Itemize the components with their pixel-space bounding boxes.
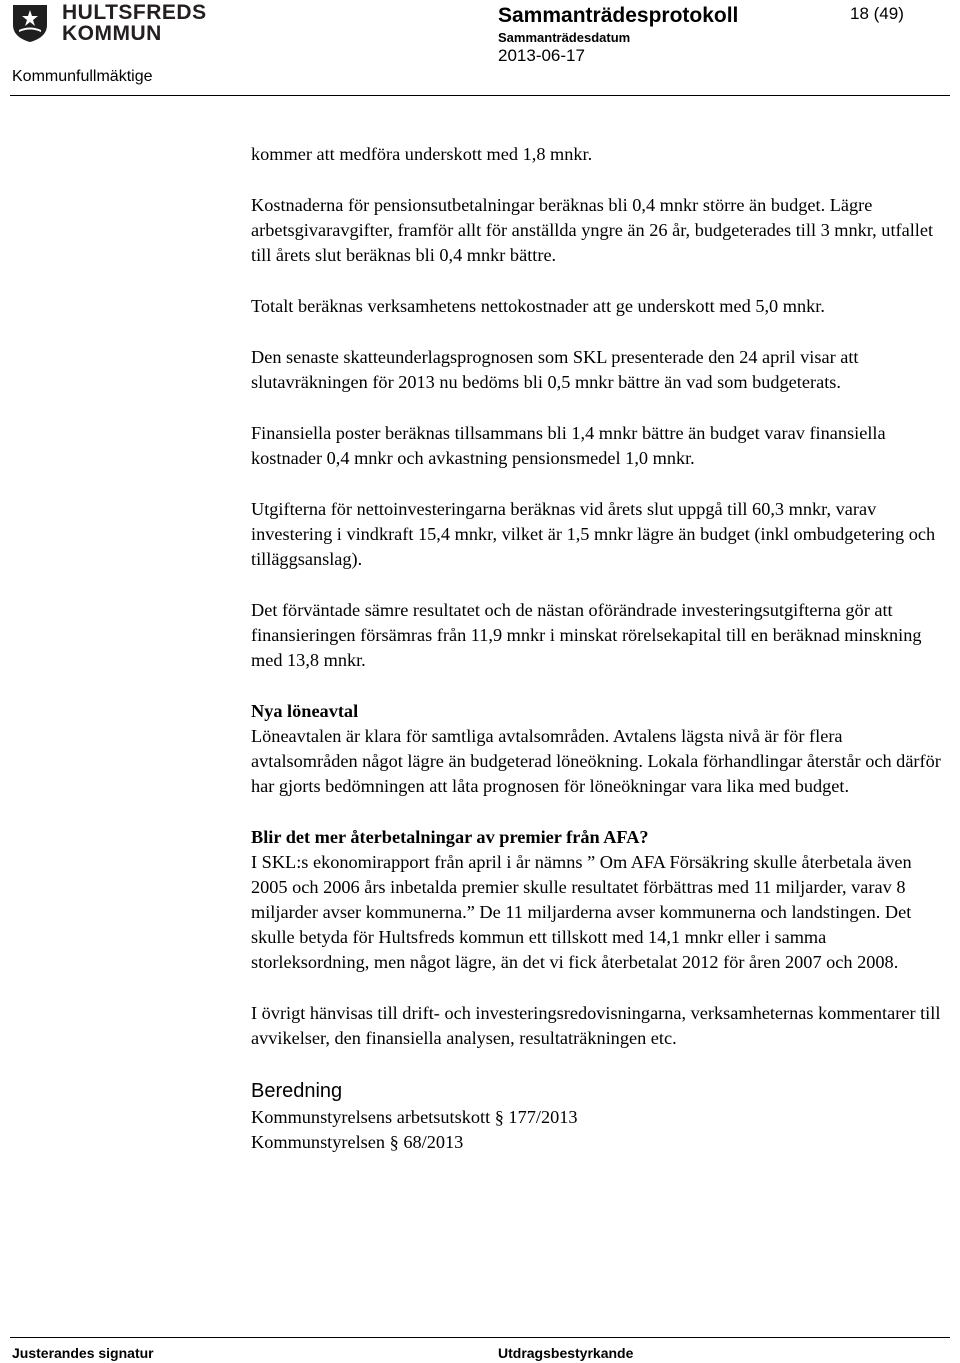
department-name: Kommunfullmäktige	[12, 68, 153, 85]
municipality-logo	[10, 1, 207, 45]
coat-of-arms-icon	[10, 3, 50, 43]
page-header	[0, 0, 960, 96]
logo-text-line2: KOMMUN	[62, 22, 162, 45]
section-preparation	[251, 1077, 941, 1155]
paragraph: I övrigt hänvisas till drift- och investeringsredovisningarna, verksamheternas kommentarer till avvikelser, den finansiella analysen, resultaträkningen etc.	[251, 1003, 941, 1048]
meeting-date: 2013-06-17	[498, 46, 585, 65]
page-number: 18 (49)	[850, 4, 904, 23]
logo-text-line1: HULTSFREDS	[62, 1, 207, 24]
section-heading: Beredning	[251, 1080, 343, 1102]
paragraph: kommer att medföra underskott med 1,8 mnkr.	[251, 144, 593, 164]
section-afa-refunds	[251, 825, 941, 975]
document-title: Sammanträdesprotokoll	[498, 4, 739, 27]
reference-line: Kommunstyrelsens arbetsutskott § 177/2013	[251, 1107, 578, 1127]
footer-divider	[10, 1337, 950, 1338]
paragraph: Den senaste skatteunderlagsprognosen som SKL presenterade den 24 april visar att slutavräkningen för 2013 nu bedöms bli 0,5 mnkr bättre än vad som budgeterats.	[251, 347, 859, 392]
document-body	[251, 142, 941, 1155]
section-heading: Nya löneavtal	[251, 701, 359, 721]
paragraph: Utgifterna för nettoinvesteringarna beräknas vid årets slut uppgå till 60,3 mnkr, varav investering i vindkraft 15,4 mnkr, vilket är 1,5 mnkr lägre än budget (inkl ombudgetering och tilläggsanslag).	[251, 499, 936, 569]
signature-field-label: Justerandes signatur	[12, 1345, 154, 1361]
paragraph: Löneavtalen är klara för samtliga avtalsområden. Avtalens lägsta nivå är för flera avtalsområden något lägre än budgeterad löneökning. Lokala förhandlingar återstår och därför har gjorts bedömningen att låta prognosen för löneökningar vara lika med budget.	[251, 726, 941, 796]
paragraph: Det förväntade sämre resultatet och de nästan oförändrade investeringsutgifterna gör att finansieringen försämras från 11,9 mnkr i minskat rörelsekapital till en beräknad minskning med 13,8 mnkr.	[251, 600, 922, 670]
section-heading: Blir det mer återbetalningar av premier från AFA?	[251, 827, 649, 847]
paragraph: Kostnaderna för pensionsutbetalningar beräknas bli 0,4 mnkr större än budget. Lägre arbetsgivaravgifter, framför allt för anställda yngre än 26 år, budgeterades till 3 mnkr, utfallet till årets slut beräknas bli 0,4 mnkr bättre.	[251, 195, 934, 265]
header-divider	[10, 95, 950, 96]
meeting-date-label: Sammanträdesdatum	[498, 30, 631, 45]
paragraph: I SKL:s ekonomirapport från april i år nämns ” Om AFA Försäkring skulle återbetala även 2005 och 2006 års inbetalda premier skulle resultatet förbättras med 11 miljarder, varav 8 miljarder avser kommunerna.” De 11 miljarderna avser kommunerna och landstingen. Det skulle betyda för Hultsfreds kommun ett tillskott med 14,1 mnkr eller i samma storleksordning, men något lägre, än det vi fick återbetalat 2012 för åren 2007 och 2008.	[251, 852, 912, 972]
paragraph: Finansiella poster beräknas tillsammans bli 1,4 mnkr bättre än budget varav finansiella kostnader 0,4 mnkr och avkastning pensionsmedel 1,0 mnkr.	[251, 423, 886, 468]
section-new-wage-agreements	[251, 699, 941, 799]
paragraph: Totalt beräknas verksamhetens nettokostnader att ge underskott med 5,0 mnkr.	[251, 296, 825, 316]
reference-line: Kommunstyrelsen § 68/2013	[251, 1132, 464, 1152]
certification-field-label: Utdragsbestyrkande	[498, 1345, 634, 1361]
